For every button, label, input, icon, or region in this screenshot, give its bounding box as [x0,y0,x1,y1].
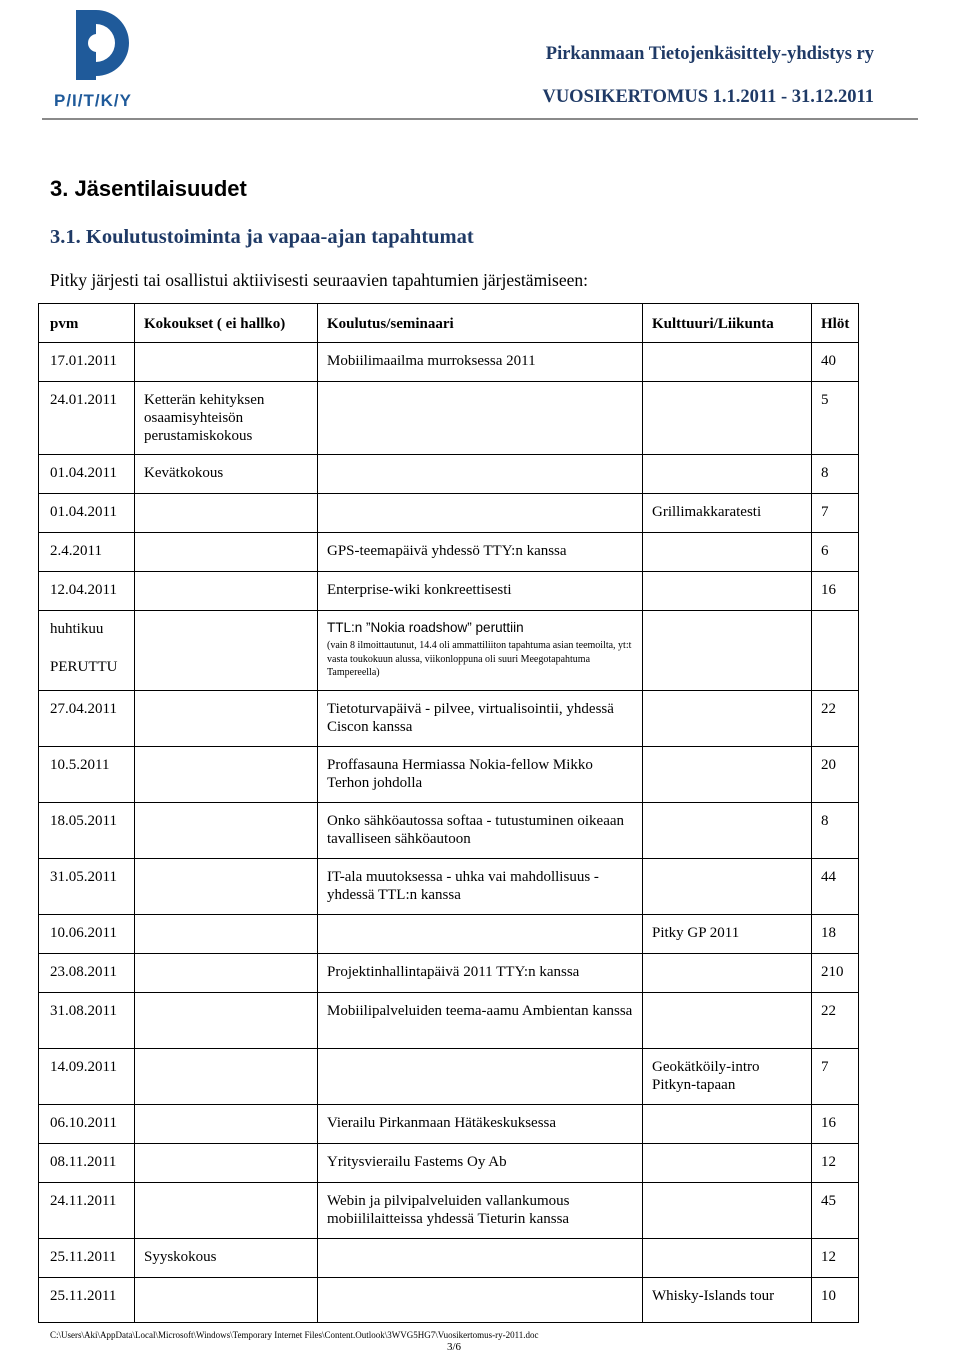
header-meetings: Kokoukset ( ei hallko) [135,304,318,343]
cell-date: 24.01.2011 [39,382,135,455]
cell-seminar [318,494,643,533]
table-row [39,572,859,611]
cell-culture [643,343,812,382]
cell-persons [812,611,859,691]
cancelled-label: PERUTTU [50,659,118,675]
cell-culture [643,1239,812,1278]
cell-seminar: GPS-teemapäivä yhdessö TTY:n kanssa [318,533,643,572]
table-row [39,803,859,859]
month-label: huhtikuu [50,621,104,637]
table-row [39,533,859,572]
cell-persons: 18 [812,915,859,954]
cell-seminar [318,1239,643,1278]
header-persons: Hlöt [812,304,859,343]
table-row [39,1278,859,1323]
table-row [39,691,859,747]
cell-meeting [135,572,318,611]
cell-seminar: IT-ala muutoksessa - uhka vai mahdollisuus - yhdessä TTL:n kanssa [318,859,643,915]
cell-seminar [318,1278,643,1323]
table-row [39,915,859,954]
event-note: (vain 8 ilmoittautunut, 14.4 oli ammattiliiton tapahtuma asian teemoilta, yt:t vasta toukokuun alussa, viikonloppuna oli suuri Meegotapahtuma Tampereella) [327,640,632,678]
cell-seminar: Proffasauna Hermiassa Nokia-fellow Mikko Terhon johdolla [318,747,643,803]
cell-meeting [135,915,318,954]
cell-persons: 22 [812,993,859,1049]
cell-meeting [135,993,318,1049]
table-row [39,494,859,533]
page-number: 3/6 [447,1341,462,1353]
cell-culture [643,533,812,572]
cell-meeting [135,747,318,803]
cell-seminar [318,915,643,954]
cell-meeting [135,533,318,572]
cell-seminar: Enterprise-wiki konkreettisesti [318,572,643,611]
table-row [39,1049,859,1105]
cell-culture [643,1183,812,1239]
table-row [39,747,859,803]
cell-meeting [135,1278,318,1323]
table-row-cancelled [39,611,859,691]
cell-meeting [135,494,318,533]
cell-seminar: Yritysvierailu Fastems Oy Ab [318,1144,643,1183]
cell-persons: 8 [812,803,859,859]
cell-seminar: Projektinhallintapäivä 2011 TTY:n kanssa [318,954,643,993]
table-row [39,1183,859,1239]
cell-persons: 6 [812,533,859,572]
cell-culture [643,954,812,993]
cell-persons: 22 [812,691,859,747]
cell-seminar [318,1049,643,1105]
cell-culture [643,1144,812,1183]
cell-persons: 7 [812,1049,859,1105]
cell-date: 17.01.2011 [39,343,135,382]
table-row [39,1105,859,1144]
cell-persons: 45 [812,1183,859,1239]
cell-seminar: Mobiilimaailma murroksessa 2011 [318,343,643,382]
cell-persons: 10 [812,1278,859,1323]
cell-meeting [135,1105,318,1144]
logo-text: P/I/T/K/Y [54,91,132,110]
report-title: VUOSIKERTOMUS 1.1.2011 - 31.12.2011 [542,87,874,107]
table-row [39,1239,859,1278]
cell-culture: Whisky-Islands tour [643,1278,812,1323]
cell-seminar: Tietoturvapäivä - pilvee, virtualisointii, yhdessä Ciscon kanssa [318,691,643,747]
cell-meeting [135,1183,318,1239]
cell-culture [643,691,812,747]
cell-culture [643,455,812,494]
cell-seminar: Vierailu Pirkanmaan Hätäkeskuksessa [318,1105,643,1144]
cell-meeting [135,343,318,382]
cell-date: 14.09.2011 [39,1049,135,1105]
cell-meeting: Ketterän kehityksen osaamisyhteisön perustamiskokous [135,382,318,455]
events-table [38,303,859,1323]
cell-seminar [318,611,643,691]
cell-meeting [135,691,318,747]
cell-meeting [135,954,318,993]
cell-date: 31.08.2011 [39,993,135,1049]
cell-persons: 8 [812,455,859,494]
cell-seminar: Onko sähköautossa softaa - tutustuminen oikeaan tavalliseen sähköautoon [318,803,643,859]
table-header-row [39,304,859,343]
cell-culture [643,747,812,803]
subsection-title: 3.1. Koulutustoiminta ja vapaa-ajan tapahtumat [50,226,474,248]
cell-date: 10.5.2011 [39,747,135,803]
cell-persons: 12 [812,1239,859,1278]
header-divider [42,118,918,120]
cell-date: 23.08.2011 [39,954,135,993]
cell-meeting [135,611,318,691]
cell-culture [643,611,812,691]
cell-date: 31.05.2011 [39,859,135,915]
header-seminar: Koulutus/seminaari [318,304,643,343]
pitky-logo [52,6,172,110]
cell-date [39,611,135,691]
cell-date: 27.04.2011 [39,691,135,747]
cell-date: 2.4.2011 [39,533,135,572]
cell-seminar: Mobiilipalveluiden teema-aamu Ambientan kanssa [318,993,643,1049]
cell-date: 18.05.2011 [39,803,135,859]
section-title: 3. Jäsentilaisuudet [50,176,247,201]
cell-persons: 20 [812,747,859,803]
logo-dot [88,34,106,52]
intro-text: Pitky järjesti tai osallistui aktiivisesti seuraavien tapahtumien järjestämiseen: [50,270,588,290]
cell-culture: Geokätköily-intro Pitkyn-tapaan [643,1049,812,1105]
cell-date: 01.04.2011 [39,455,135,494]
cell-persons: 16 [812,1105,859,1144]
cell-seminar [318,455,643,494]
organization-name: Pirkanmaan Tietojenkäsittely-yhdistys ry [545,44,874,64]
cell-date: 25.11.2011 [39,1239,135,1278]
event-title: TTL:n ”Nokia roadshow” peruttiin [327,620,524,635]
table-row [39,455,859,494]
cell-seminar [318,382,643,455]
cell-culture [643,1105,812,1144]
cell-date: 24.11.2011 [39,1183,135,1239]
cell-persons: 44 [812,859,859,915]
cell-persons: 12 [812,1144,859,1183]
cell-meeting: Syyskokous [135,1239,318,1278]
cell-culture: Pitky GP 2011 [643,915,812,954]
table-row [39,1144,859,1183]
cell-persons: 210 [812,954,859,993]
cell-persons: 16 [812,572,859,611]
cell-date: 10.06.2011 [39,915,135,954]
cell-meeting [135,803,318,859]
cell-culture [643,382,812,455]
cell-date: 25.11.2011 [39,1278,135,1323]
cell-seminar: Webin ja pilvipalveluiden vallankumous mobiililaitteissa yhdessä Tieturin kanssa [318,1183,643,1239]
cell-date: 01.04.2011 [39,494,135,533]
table-row [39,343,859,382]
cell-date: 12.04.2011 [39,572,135,611]
cell-culture [643,993,812,1049]
cell-persons: 5 [812,382,859,455]
cell-date: 06.10.2011 [39,1105,135,1144]
header-culture: Kulttuuri/Liikunta [643,304,812,343]
cell-meeting [135,859,318,915]
cell-meeting [135,1144,318,1183]
cell-culture [643,572,812,611]
cell-persons: 40 [812,343,859,382]
cell-culture [643,859,812,915]
cell-culture [643,803,812,859]
cell-meeting: Kevätkokous [135,455,318,494]
cell-meeting [135,1049,318,1105]
cell-persons: 7 [812,494,859,533]
table-row [39,382,859,455]
cell-culture: Grillimakkaratesti [643,494,812,533]
table-row [39,993,859,1049]
file-path: C:\Users\Aki\AppData\Local\Microsoft\Windows\Temporary Internet Files\Content.Outlook\3WVG5HG7\Vuosikertomus-ry-2011.doc [50,1330,539,1340]
table-row [39,859,859,915]
header-date: pvm [39,304,135,343]
cell-date: 08.11.2011 [39,1144,135,1183]
table-row [39,954,859,993]
